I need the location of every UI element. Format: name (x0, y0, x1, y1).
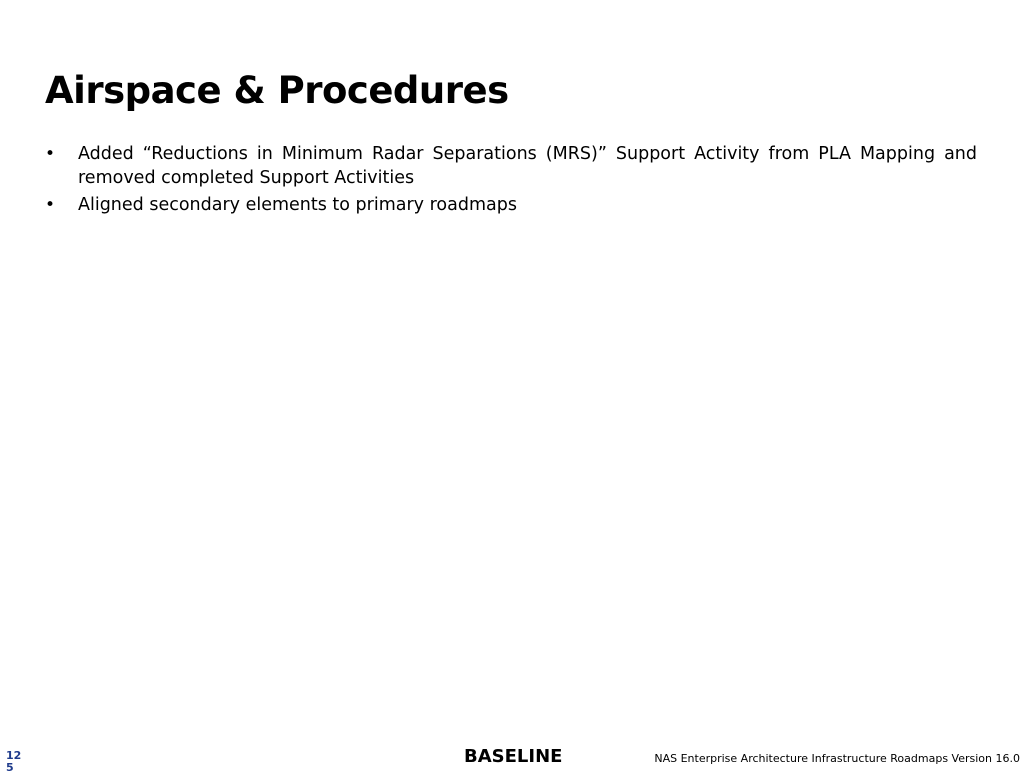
classification-label: BASELINE (464, 746, 563, 767)
bullet-marker: • (45, 195, 56, 215)
bullet-text: Aligned secondary elements to primary roadmaps (78, 195, 517, 215)
slide-title: Airspace & Procedures (45, 69, 509, 112)
bullet-marker: • (45, 144, 56, 164)
bullet-text: Added “Reductions in Minimum Radar Separations (MRS)” Support Activity from PLA Mapping and removed completed Support Activities (78, 144, 977, 188)
bullet-item (45, 143, 977, 190)
bullet-item (45, 194, 977, 218)
page-number: 125 (6, 749, 22, 774)
document-footer: NAS Enterprise Architecture Infrastructure Roadmaps Version 16.0 (654, 752, 1020, 765)
bullet-list (45, 143, 977, 222)
